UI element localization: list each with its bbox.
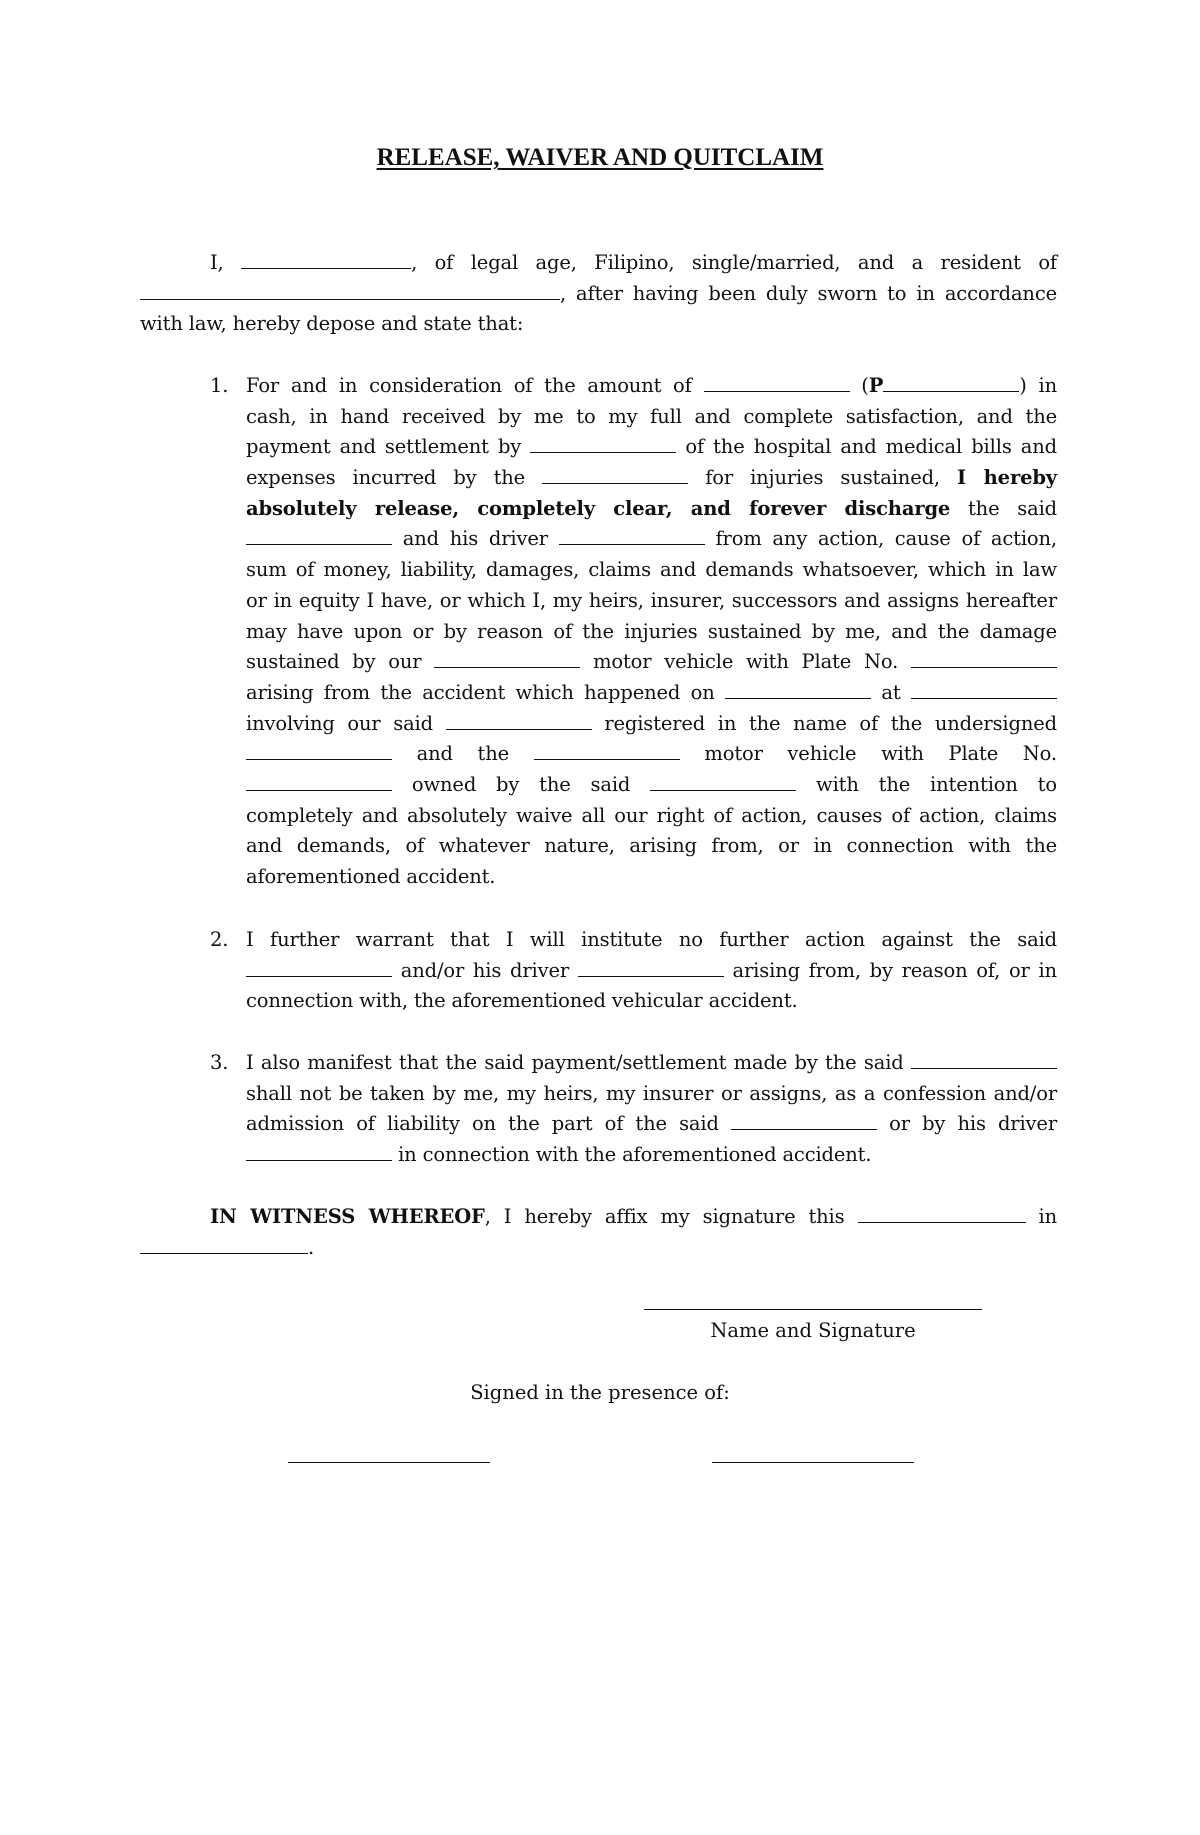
- plate-no-blank[interactable]: [911, 649, 1057, 668]
- party-blank[interactable]: [246, 958, 392, 977]
- date-blank[interactable]: [858, 1204, 1026, 1223]
- driver-blank[interactable]: [246, 1142, 392, 1161]
- signature-line[interactable]: [644, 1309, 982, 1310]
- accident-place-blank[interactable]: [911, 680, 1057, 699]
- presence-caption: Signed in the presence of:: [470, 1381, 730, 1404]
- intro-line-2: , after having been duly sworn to in accordance: [140, 279, 1057, 310]
- amount-figure-blank[interactable]: [883, 373, 1019, 392]
- vehicle-type-blank[interactable]: [446, 711, 592, 730]
- item-3-line: I also manifest that the said payment/settlement made by the said: [246, 1048, 1057, 1079]
- witness-signature-line-1[interactable]: [288, 1462, 490, 1463]
- item-1-line: absolutely release, completely clear, and forever discharge the said: [246, 496, 1057, 520]
- item-1-line: cash, in hand received by me to my full and complete satisfaction, and the: [246, 404, 1057, 428]
- item-3-number: 3.: [210, 1051, 229, 1074]
- item-1-line: aforementioned accident.: [246, 865, 496, 888]
- amount-words-blank[interactable]: [704, 373, 850, 392]
- item-2-number: 2.: [210, 928, 229, 951]
- other-vehicle-blank[interactable]: [534, 741, 680, 760]
- intro-paragraph: [140, 248, 1057, 340]
- item-1-line: involving our said registered in the name of the undersigned: [246, 711, 1057, 735]
- item-1-line: For and in consideration of the amount of (P ) in: [246, 374, 1057, 397]
- item-1-line: expenses incurred by the for injuries sustained, I hereby: [246, 466, 1057, 490]
- vehicle-blank[interactable]: [434, 649, 580, 668]
- payer-blank[interactable]: [530, 434, 676, 453]
- item-1-line: may have upon or by reason of the injuries sustained by me, and the damage: [246, 619, 1057, 643]
- driver-blank[interactable]: [578, 958, 724, 977]
- other-plate-blank[interactable]: [246, 772, 392, 791]
- item-2-line: and/or his driver arising from, by reason of, or in: [246, 956, 1057, 987]
- signature-caption: Name and Signature: [710, 1319, 916, 1342]
- item-3-line: admission of liability on the part of the said or by his driver: [246, 1112, 1057, 1136]
- document-title: RELEASE, WAIVER AND QUITCLAIM: [376, 144, 824, 171]
- item-1-line: and demands, of whatever nature, arising from, or in connection with the: [246, 834, 1057, 858]
- item-1-line: and his driver from any action, cause of action,: [246, 524, 1057, 555]
- item-2-line: connection with, the aforementioned vehicular accident.: [246, 989, 798, 1013]
- item-1-line: owned by the said with the intention to: [246, 770, 1057, 801]
- name-blank[interactable]: [241, 250, 411, 269]
- accident-date-blank[interactable]: [725, 680, 871, 699]
- intro-line-1: I, , of legal age, Filipino, single/married, and a resident of: [210, 251, 1057, 274]
- residence-blank[interactable]: [140, 281, 560, 300]
- item-2-line: I further warrant that I will institute no further action against the said: [246, 928, 1057, 951]
- released-party-blank[interactable]: [246, 526, 392, 545]
- driver-blank[interactable]: [559, 526, 705, 545]
- witness-line-2: .: [140, 1233, 1057, 1264]
- item-1-line: arising from the accident which happened on at: [246, 678, 1057, 709]
- registered-owner-blank[interactable]: [246, 741, 392, 760]
- item-1-paragraph: [246, 371, 1057, 893]
- witness-signature-line-2[interactable]: [712, 1462, 914, 1463]
- payer-blank[interactable]: [911, 1050, 1057, 1069]
- item-1-number: 1.: [210, 374, 229, 397]
- item-1-line: and the motor vehicle with Plate No.: [246, 739, 1057, 770]
- witness-paragraph: [140, 1202, 1057, 1263]
- witness-line-1: IN WITNESS WHEREOF, I hereby affix my signature this in: [210, 1205, 1057, 1228]
- item-1-line: sustained by our motor vehicle with Plate No.: [246, 647, 1057, 678]
- party-blank[interactable]: [542, 465, 688, 484]
- item-1-line: sum of money, liability, damages, claims and demands whatsoever, which in law: [246, 558, 1057, 582]
- party-blank[interactable]: [731, 1111, 877, 1130]
- item-3-paragraph: [246, 1048, 1057, 1171]
- place-blank[interactable]: [140, 1235, 308, 1254]
- intro-line-3: with law, hereby depose and state that:: [140, 312, 524, 336]
- item-3-line: shall not be taken by me, my heirs, my insurer or assigns, as a confession and/or: [246, 1081, 1057, 1105]
- item-2-paragraph: [246, 925, 1057, 1017]
- item-1-line: completely and absolutely waive all our right of action, causes of action, claims: [246, 803, 1057, 827]
- item-1-line: payment and settlement by of the hospital and medical bills and: [246, 435, 1057, 459]
- other-owner-blank[interactable]: [650, 772, 796, 791]
- item-3-line: in connection with the aforementioned accident.: [246, 1140, 1057, 1171]
- item-1-line: or in equity I have, or which I, my heirs, insurer, successors and assigns hereafter: [246, 588, 1057, 612]
